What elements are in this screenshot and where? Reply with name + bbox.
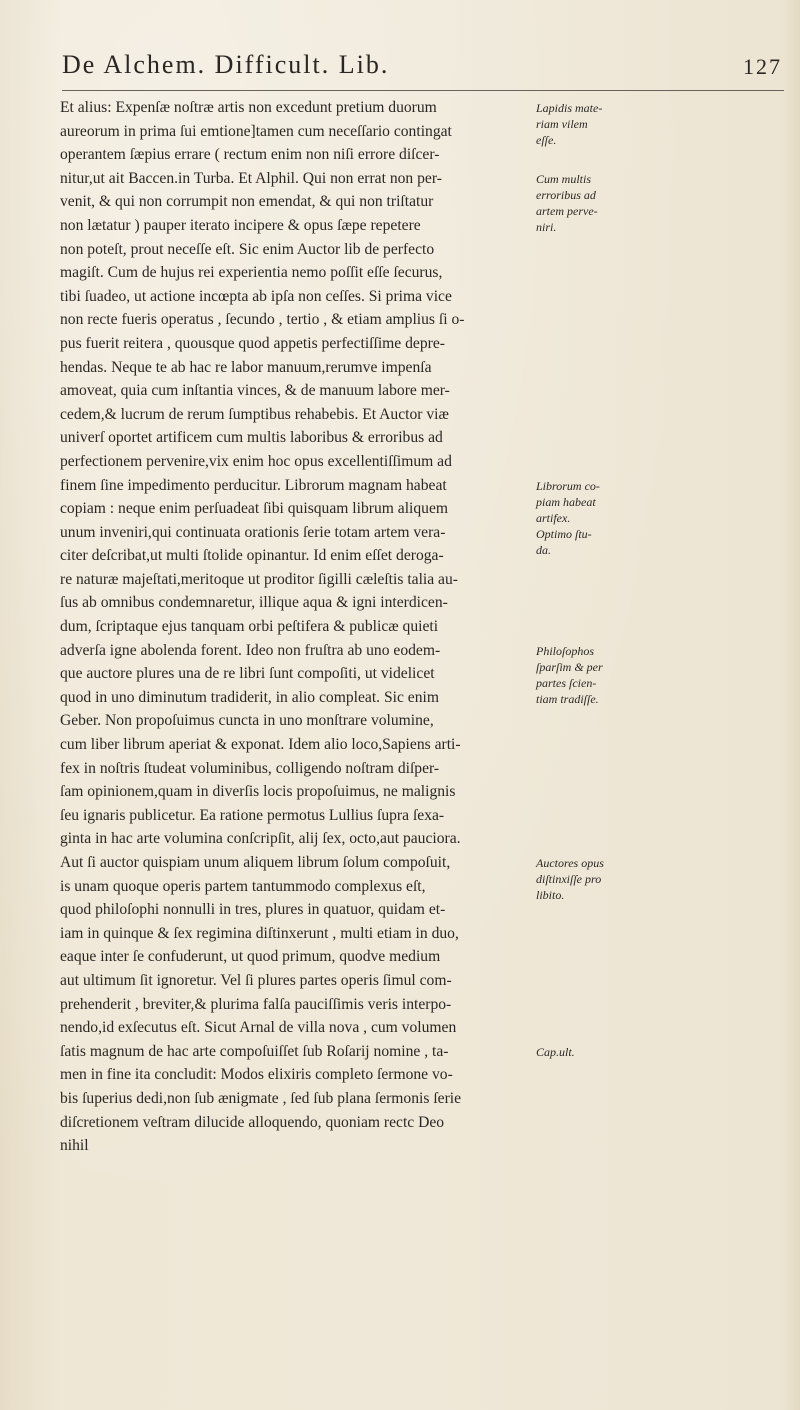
text-line: que auctore plures una de re libri ſunt compoſiti, ut videlicet bbox=[60, 665, 435, 683]
text-line: magiſt. Cum de hujus rei experientia nemo poſſit eſſe ſecurus, bbox=[60, 264, 443, 282]
text-line: fex in noſtris ſtudeat voluminibus, colligendo noſtram diſper- bbox=[60, 759, 440, 777]
text-line: iam in quinque & ſex regimina diſtinxerunt , multi etiam in duo, bbox=[60, 924, 459, 942]
marginal-note-line: piam habeat bbox=[536, 494, 596, 509]
marginal-note-line: partes ſcien- bbox=[536, 675, 597, 690]
text-line: quod in uno diminutum tradiderit, in alio compleat. Sic enim bbox=[60, 688, 439, 706]
marginal-note-line: Philoſophos bbox=[536, 643, 595, 658]
text-line: operantem ſæpius errare ( rectum enim non niſi errore diſcer- bbox=[60, 146, 440, 164]
text-line: Geber. Non propoſuimus cuncta in uno monſtrare volumine, bbox=[60, 712, 434, 730]
text-line: non recte fueris operatus , ſecundo , tertio , & etiam amplius ſi o- bbox=[60, 311, 465, 329]
text-line: Et alius: Expenſæ noſtræ artis non excedunt pretium duorum bbox=[60, 99, 437, 116]
text-line: nendo,id exſecutus eſt. Sicut Arnal de villa nova , cum volumen bbox=[60, 1019, 457, 1037]
text-line: unum inveniri,qui continuata orationis ſerie totam artem vera- bbox=[60, 523, 446, 541]
text-line: non lætatur ) pauper iterato incipere & opus ſæpe repetere bbox=[60, 216, 421, 234]
text-line: ſus ab omnibus condemnaretur, illique aqua & igni interdicen- bbox=[60, 594, 448, 612]
text-line: quod philoſophi nonnulli in tres, plures in quatuor, quidam et- bbox=[60, 901, 446, 919]
marginal-note-line: artifex. bbox=[536, 510, 571, 525]
page-number: 127 bbox=[743, 54, 782, 79]
marginal-note-line: ſparſim & per bbox=[536, 659, 603, 674]
marginal-note bbox=[536, 100, 656, 148]
marginal-note bbox=[536, 855, 656, 903]
marginal-note bbox=[536, 478, 656, 558]
text-line: perfectionem pervenire,vix enim hoc opus excellentiſſimum ad bbox=[60, 452, 452, 470]
text-line: tibi ſuadeo, ut actione incœpta ab ipſa non ceſſes. Si prima vice bbox=[60, 287, 452, 305]
running-title: De Alchem. Difficult. Lib. bbox=[62, 50, 390, 79]
text-line: copiam : neque enim perſuadeat ſibi quisquam librum aliquem bbox=[60, 500, 449, 518]
text-line: non poteſt, prout neceſſe eſt. Sic enim Auctor lib de perfecto bbox=[60, 240, 435, 258]
text-line: eaque inter ſe confuderunt, ut quod primum, quodve medium bbox=[60, 948, 441, 966]
marginal-note bbox=[536, 1044, 656, 1060]
text-line: aut ultimum ſit ignoretur. Vel ſi plures partes operis ſimul com- bbox=[60, 971, 452, 989]
text-line: is unam quoque operis partem tantummodo complexus eſt, bbox=[60, 877, 426, 895]
text-line: amoveat, quia cum inſtantia vinces, & de manuum labore mer- bbox=[60, 382, 450, 400]
text-line: aureorum in prima ſui emtione]tamen cum neceſſario contingat bbox=[60, 122, 452, 140]
text-line: univerſ oportet artificem cum multis laboribus & erroribus ad bbox=[60, 429, 443, 447]
marginal-note-line: erroribus ad bbox=[536, 187, 596, 202]
header-rule bbox=[62, 90, 784, 91]
text-line: finem ſine impedimento perducitur. Librorum magnam habeat bbox=[60, 476, 447, 494]
text-line: Aut ſi auctor quispiam unum aliquem librum ſolum compoſuit, bbox=[60, 854, 451, 871]
text-line: ſeu ignaris publicetur. Ea ratione permotus Lullius ſupra ſexa- bbox=[60, 806, 445, 824]
text-line: men in fine ita concludit: Modos elixiris completo ſermone vo- bbox=[60, 1066, 453, 1084]
marginal-note-line: Auctores opus bbox=[536, 856, 604, 871]
marginal-note-line: Cum multis bbox=[536, 171, 592, 186]
body-text bbox=[60, 96, 520, 1158]
text-line: ſatis magnum de hac arte compoſuiſſet ſub Roſarij nomine , ta- bbox=[60, 1042, 449, 1060]
text-line: adverſa igne abolenda forent. Ideo non fruſtra ab uno eodem- bbox=[60, 641, 441, 659]
running-header bbox=[62, 40, 782, 88]
text-line: nitur,ut ait Baccen.in Turba. Et Alphil. Qui non errat non per- bbox=[60, 169, 442, 187]
marginal-note-line: eſſe. bbox=[536, 133, 557, 147]
marginal-note bbox=[536, 171, 656, 235]
text-line: ſam opinionem,quam in diverſis locis propoſuimus, ne malignis bbox=[60, 783, 456, 801]
text-line: venit, & qui non corrumpit non emendat, & qui non triſtatur bbox=[60, 193, 434, 211]
text-line: citer deſcribat,ut multi ſtolide opinantur. Id enim eſſet deroga- bbox=[60, 547, 444, 565]
text-line: diſcretionem veſtram dilucide alloquendo, quoniam rectc Deo bbox=[60, 1113, 445, 1131]
text-line: ginta in hac arte volumina conſcripſit, alij ſex, octo,aut pauciora. bbox=[60, 830, 461, 848]
marginal-note-line: tiam tradiſſe. bbox=[536, 691, 599, 706]
marginal-note-line: niri. bbox=[536, 219, 557, 234]
marginal-note-line: Cap.ult. bbox=[536, 1045, 575, 1059]
text-line: cum liber librum aperiat & exponat. Idem alio loco,Sapiens arti- bbox=[60, 736, 461, 754]
text-line: dum, ſcriptaque ejus tanquam orbi peſtifera & publicæ quieti bbox=[60, 618, 439, 636]
text-line: re naturæ majeſtati,meritoque ut proditor ſigilli cæleſtis talia au- bbox=[60, 570, 458, 588]
text-line: cedem,& lucrum de rerum ſumptibus rehabebis. Et Auctor viæ bbox=[60, 405, 449, 423]
text-line: nihil bbox=[60, 1137, 89, 1155]
marginal-note bbox=[536, 643, 656, 707]
marginal-note-line: Lapidis mate- bbox=[536, 101, 603, 115]
text-line: prehenderit , breviter,& plurima falſa pauciſſimis veris interpo- bbox=[60, 995, 452, 1013]
text-line: bis ſuperius dedi,non ſub ænigmate , ſed ſub plana ſermonis ſerie bbox=[60, 1089, 462, 1107]
marginal-note-line: Optimo ſtu- bbox=[536, 526, 592, 541]
marginal-note-line: artem perve- bbox=[536, 203, 598, 218]
marginal-note-line: libito. bbox=[536, 888, 565, 903]
marginal-note-line: da. bbox=[536, 542, 551, 557]
marginal-note-line: riam vilem bbox=[536, 117, 588, 131]
marginal-note-line: diſtinxiſſe pro bbox=[536, 872, 602, 887]
marginal-note-line: Librorum co- bbox=[536, 478, 600, 493]
text-line: hendas. Neque te ab hac re labor manuum,rerumve impenſa bbox=[60, 358, 432, 376]
text-line: pus fuerit reitera , quousque quod appetis perfectiſſime depre- bbox=[60, 334, 445, 352]
